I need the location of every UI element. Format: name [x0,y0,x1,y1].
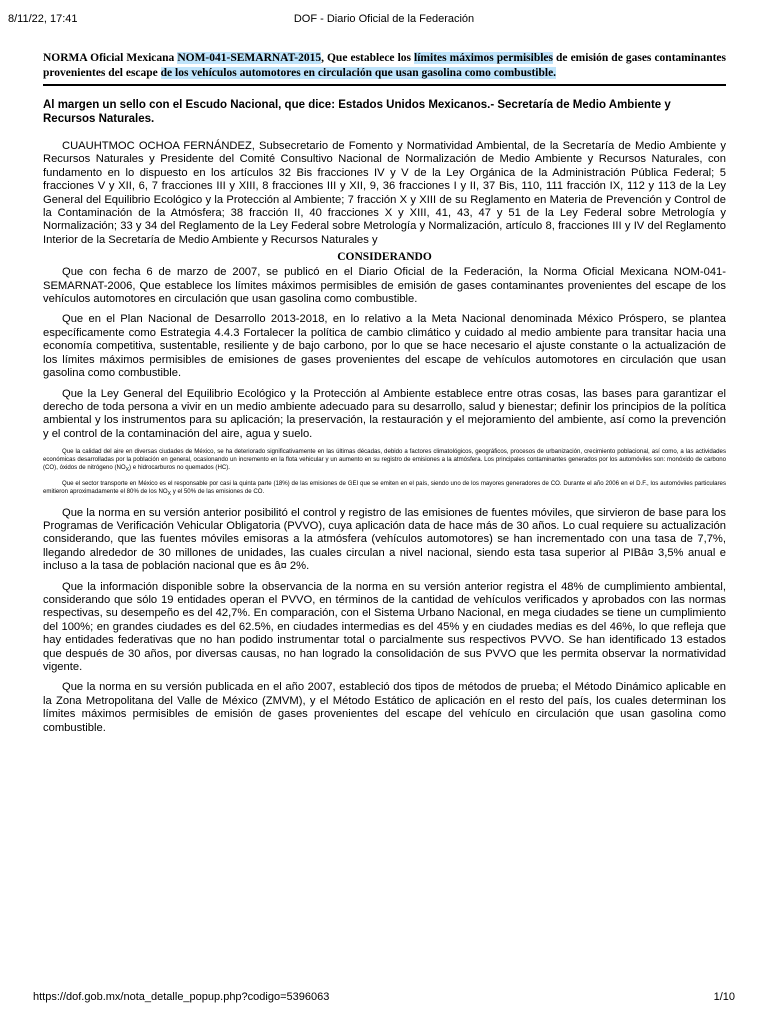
fine-print-text: Que el sector transporte en México es el responsable por casi la quinta parte (18%) de las emisiones de GEI que se emiten en el país, siendo uno de los mayores generadores de CO. Durante el año 2006 en el D.F., los automóviles particulares emitieron aproximadamente el 80% de los NO [43,480,726,496]
fine-print-text: y el 50% de las emisiones de CO. [171,488,265,496]
intro-paragraph: CUAUHTMOC OCHOA FERNÁNDEZ, Subsecretario de Fomento y Normatividad Ambiental, de la Secretaría de Medio Ambiente y Recursos Naturales y Presidente del Comité Consultivo Nacional de Normalización de Medio Ambiente y Recursos Naturales, con fundamento en lo dispuesto en los artículos 32 Bis fracciones IV y V de la Ley Orgánica de la Administración Pública Federal; 5 fracciones V y XII, 6, 7 fracciones III y XIII, 8 fracciones III y XII, 9, 36 fracciones I y II, 37 Bis, 110, 111 fracción IX, 112 y 113 de la Ley General del Equilibrio Ecológico y la Protección al Ambiente; 7 fracción X y XIII de su Reglamento en Materia de Prevención y Control de la Contaminación de la Atmósfera; 38 fracción II, 40 fracciones X y XIII, 41, 43, 47 y 51 de la Ley Federal sobre Metrología y Normalización; 33 y 34 del Reglamento de la Ley Federal sobre Metrología y Normalización, artículo 8, fracciones III y IV del Reglamento Interior de la Secretaría de Medio Ambiente y Recursos Naturales y [43,140,726,246]
considerando-paragraph: Que en el Plan Nacional de Desarrollo 2013-2018, en lo relativo a la Meta Nacional denominada México Próspero, se plantea específicamente como Estrategia 4.4.3 Fortalecer la política de cambio climático y cuidado al medio ambiente para transitar hacia una economía competitiva, sustentable, resiliente y de bajo carbono, por lo que se hace necesario el ajuste constante o la actualización de los límites máximos permisibles de emisiones de gases provenientes del escape de vehículos automotores en circulación que usan gasolina como combustible. [43,313,726,380]
considerando-paragraph: Que la norma en su versión anterior posibilitó el control y registro de las emisiones de fuentes móviles, que sirvieron de base para los Programas de Verificación Vehicular Obligatoria (PVVO), cuya aplicación data de hace más de 30 años. Lo cual requiere su actualización considerando, que las fuentes móviles emisoras a la atmósfera (vehículos automotores) se han incrementado con una tasa de 7,7%, llegando alrededor de 30 millones de unidades, las cuales circulan a nivel nacional, siendo esta tasa superior al PIBâ¤ 3,5% anual e incluso a la tasa de población nacional que es â¤ 2%. [43,506,726,573]
print-header [0,13,768,29]
considerando-paragraph: Que la norma en su versión publicada en el año 2007, estableció dos tipos de métodos de prueba; el Método Dinámico aplicable en la Zona Metropolitana del Valle de México (ZMVM), y el Método Estático de aplicación en el resto del país, los cuales determinan los límites máximos permisibles de emisión de gases provenientes del escape del vehículo en circulación que usan gasolina como combustible. [43,681,726,734]
document-body [43,51,726,742]
considerando-paragraph: Que la Ley General del Equilibrio Ecológico y la Protección al Ambiente establece entre otras cosas, las bases para garantizar el derecho de toda persona a vivir en un medio ambiente adecuado para su desarrollo, salud y bienestar; definir los principios de la política ambiental y los instrumentos para su aplicación; la preservación, la restauración y el mejoramiento del ambiente, así como la prevención y el control de la contaminación del aire, agua y suelo. [43,387,726,440]
title-text-2: , Que establece los [321,52,415,64]
fine-print-paragraph [43,448,726,474]
considerando-paragraph: Que con fecha 6 de marzo de 2007, se publicó en el Diario Oficial de la Federación, la Norma Oficial Mexicana NOM-041-SEMARNAT-2006, Que establece los límites máximos permisibles de emisión de gases contaminantes provenientes del escape de los vehículos automotores en circulación que usan gasolina como combustible. [43,266,726,306]
title-highlight-3: de los vehículos automotores en circulación que usan gasolina como combustible. [160,67,557,79]
margin-seal-text: Al margen un sello con el Escudo Nacional, que dice: Estados Unidos Mexicanos.- Secretaría de Medio Ambiente y Recursos Naturales. [43,99,671,125]
print-footer [0,991,768,1007]
section-heading: CONSIDERANDO [337,251,432,264]
norm-title [43,51,726,86]
title-text-1: NORMA Oficial Mexicana [43,52,178,64]
print-page-title: DOF - Diario Oficial de la Federación [293,13,475,25]
considerando-paragraph: Que la información disponible sobre la observancia de la norma en su versión anterior registra el 48% de cumplimiento ambiental, considerando que sólo 19 entidades operan el PVVO, en términos de la cantidad de vehículos verificados y aprobados con las normas respectivas, su desempeño es del 42,7%. En comparación, con el Sistema Urbano Nacional, en mega ciudades se tiene un cumplimiento del 100%; en grandes ciudades es del 62.5%, en ciudades intermedias es del 45% y en ciudades medias es del 46%, lo que refleja que hay entidades federativas que no han podido instrumentar total o parcialmente sus respectivos PVVO. Se han identificado 13 estados que después de 30 años, por diversas causas, no han logrado la consolidación de sus PVVO que les permita observar la normatividad vigente. [43,580,726,674]
title-highlight-1: NOM-041-SEMARNAT-2015 [177,52,322,64]
print-datetime: 8/11/22, 17:41 [8,13,78,25]
print-page-number: 1/10 [713,991,735,1003]
subscript: X [167,491,172,498]
subscript: X [125,467,130,474]
fine-print-text: ) e hidrocarburos no quemados (HC). [129,464,230,472]
fine-print-paragraph [43,480,726,498]
title-text-3: de emisión de gases contaminantes provenientes del escape [43,52,727,79]
print-url: https://dof.gob.mx/nota_detalle_popup.php?codigo=5396063 [33,991,330,1003]
title-highlight-2: límites máximos permisibles [414,52,553,64]
fine-print-text: Que la calidad del aire en diversas ciudades de México, se ha deteriorado significativamente en las últimas décadas, debido a factores climatológicos, geográficos, procesos de urbanización, crecimiento poblacional, así como, a las actividades económicas desarrolladas por la población en general, ocasionando un incremento en la flota vehicular y un aumento en su registro de emisiones a la atmósfera. Los principales contaminantes generados por los automóviles son: monóxido de carbono (CO), óxidos de nitrógeno (NO [43,448,726,472]
